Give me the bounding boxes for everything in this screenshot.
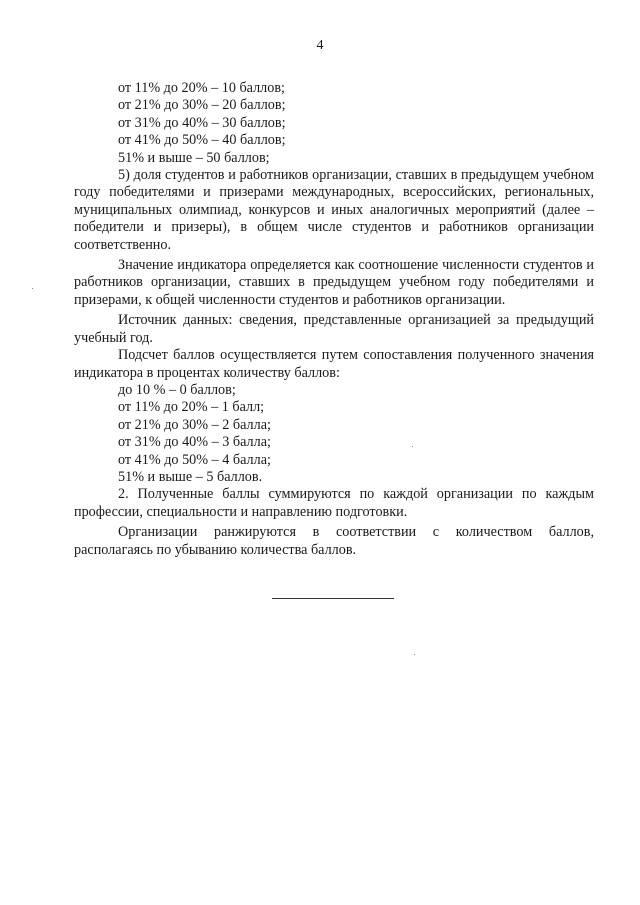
list-item: от 41% до 50% – 4 балла; (118, 451, 271, 468)
source-paragraph: Источник данных: сведения, представленные организацией за предыдущий учебный год. (74, 312, 594, 346)
scan-speck (32, 288, 33, 289)
list-item: 51% и выше – 5 баллов. (118, 468, 263, 485)
scan-speck (414, 654, 415, 655)
item-5-paragraph: 5) доля студентов и работников организации, ставших в предыдущем учебном году победителями и призерами международных, всероссийских, региональных, муниципальных олимпиад, конкурсов и иных аналогичных мероприятий (далее – победители и призеры), в общем числе студентов и работников организации соответственно. (74, 167, 594, 253)
scan-speck (412, 446, 413, 447)
list-item: от 41% до 50% – 40 баллов; (118, 132, 286, 149)
list-item: от 11% до 20% – 10 баллов; (118, 80, 286, 96)
calculation-paragraph: Подсчет баллов осуществляется путем сопоставления полученного значения индикатора в процентах количеству баллов: (74, 347, 594, 381)
ranking-paragraph: Организации ранжируются в соответствии с количеством баллов, располагаясь по убыванию количества баллов. (74, 524, 594, 558)
end-divider-line (272, 598, 394, 599)
list-item: от 31% до 40% – 3 балла; (118, 434, 271, 451)
page-number: 4 (316, 38, 324, 53)
score-list-1 (74, 80, 594, 167)
list-item: от 21% до 30% – 20 баллов; (118, 97, 286, 114)
indicator-paragraph: Значение индикатора определяется как соотношение численности студентов и работников организации, ставших в предыдущем учебном году победителями и призерами, к общей численности студентов и работников организации. (74, 257, 594, 308)
document-body (74, 80, 594, 559)
list-item: 51% и выше – 50 баллов; (118, 149, 270, 166)
list-item: от 11% до 20% – 1 балл; (118, 399, 265, 416)
score-list-2 (74, 382, 594, 486)
list-item: от 31% до 40% – 30 баллов; (118, 114, 286, 131)
point-2-paragraph: 2. Полученные баллы суммируются по каждой организации по каждым профессии, специальности и направлению подготовки. (74, 486, 594, 520)
list-item: от 21% до 30% – 2 балла; (118, 416, 271, 433)
list-item: до 10 % – 0 баллов; (118, 381, 236, 398)
